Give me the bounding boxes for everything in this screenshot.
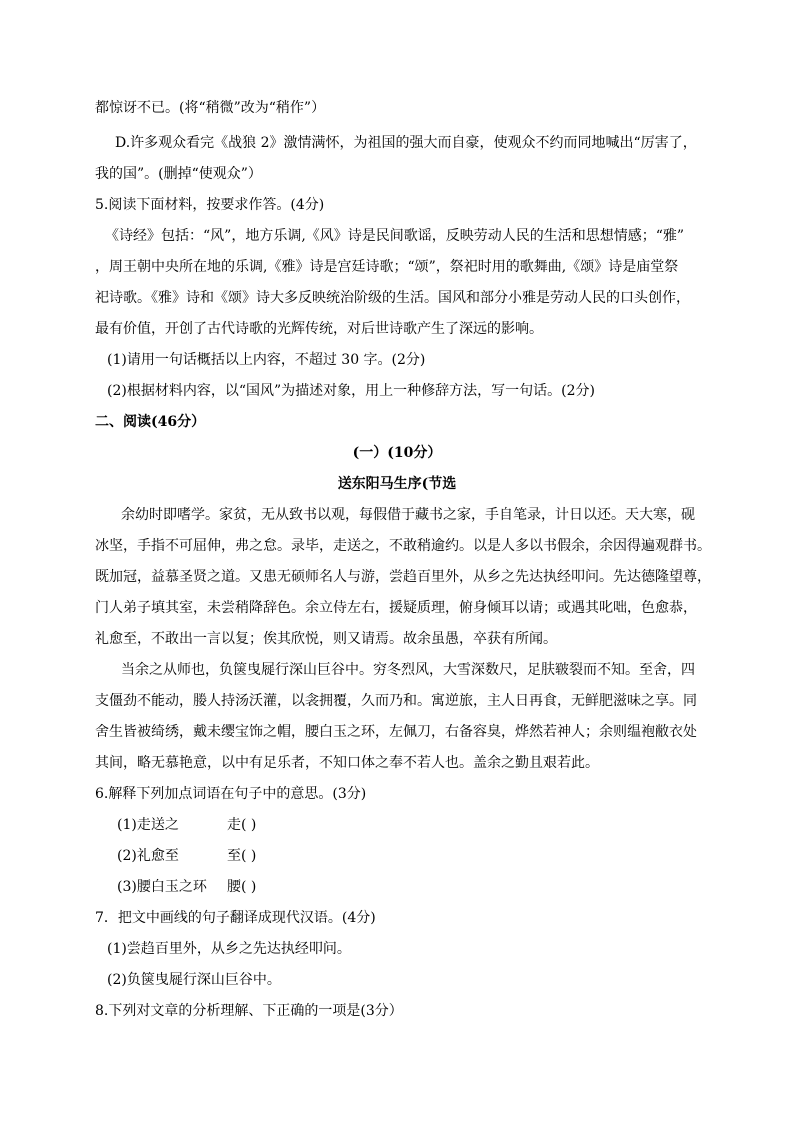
article-para2-line2: 支僵劲不能动，媵人持汤沃灌，以衾拥覆，久而乃和。寓逆旅，主人日再食，无鲜肥滋味之享。同 bbox=[95, 693, 697, 709]
article-para1-line1: 余幼时即嗜学。家贫，无从致书以观，每假借于藏书之家，手自笔录，计日以还。天大寒，砚 bbox=[121, 507, 695, 523]
article-para2-line3: 舍生皆被绮绣，戴未缨宝饰之帽，腰白玉之环，左佩刀，右备容臭，烨然若神人；余则缊袍敝衣处 bbox=[95, 724, 697, 740]
q8-heading: 8.下列对文章的分析理解、下正确的一项是(3分） bbox=[95, 1003, 403, 1019]
q7-sub1: (1)尝趋百里外，从乡之先达执经叩问。 bbox=[107, 941, 351, 957]
article-para1-line4: 门人弟子填其室，未尝稍降辞色。余立侍左右，援疑质理，俯身倾耳以请；或遇其叱咄，色愈恭， bbox=[95, 600, 697, 616]
q5-heading: 5.阅读下面材料，按要求作答。(4分) bbox=[95, 197, 325, 213]
q6-item1-blank: 走( ) bbox=[227, 817, 257, 833]
q6-item3-phrase: (3)腰白玉之环 bbox=[117, 879, 207, 895]
article-para1-line3: 既加冠，益慕圣贤之道。又患无硕师名人与游，尝趋百里外，从乡之先达执经叩问。先达德隆望尊， bbox=[95, 569, 711, 585]
q5-material-line4: 最有价值，开创了古代诗歌的光辉传统，对后世诗歌产生了深远的影响。 bbox=[95, 321, 543, 337]
q5-material-line3: 祀诗歌。《雅》诗和《颂》诗大多反映统治阶级的生活。国风和部分小雅是劳动人民的口头创作， bbox=[95, 290, 690, 306]
article-para1-line5: 礼愈至，不敢出一言以复；俟其欣悦，则又请焉。故余虽愚，卒获有所闻。 bbox=[95, 631, 557, 647]
q5-sub1: (1)请用一句话概括以上内容，不超过 30 字。(2分) bbox=[107, 352, 426, 368]
q7-heading: 7．把文中画线的句子翻译成现代汉语。(4分) bbox=[95, 910, 376, 926]
q6-item3-blank: 腰( ) bbox=[227, 879, 257, 895]
article-title: 送东阳马生序(节选 bbox=[337, 476, 457, 492]
q5-sub2: (2)根据材料内容，以“国风”为描述对象，用上一种修辞方法，写一句话。(2分) bbox=[107, 383, 595, 399]
q5-material-line2: ，周王朝中央所在地的乐调,《雅》诗是宫廷诗歌；“颂”，祭祀时用的歌舞曲,《颂》诗是庙堂祭 bbox=[95, 259, 679, 275]
q7-sub2: (2)负箧曳屣行深山巨谷中。 bbox=[107, 972, 281, 988]
q6-item2-phrase: (2)礼愈至 bbox=[117, 848, 179, 864]
q6-heading: 6.解释下列加点词语在句子中的意思。(3分) bbox=[95, 786, 367, 802]
article-para2-line1: 当余之从师也，负箧曳屣行深山巨谷中。穷冬烈风，大雪深数尺，足肤皲裂而不知。至舍，四 bbox=[121, 662, 695, 678]
q4-option-d-line1: D.许多观众看完《战狼 2》激情满怀，为祖国的强大而自豪，使观众不约而同地喊出“厉害了， bbox=[115, 135, 697, 151]
q5-material-line1: 《诗经》包括：“风”，地方乐调,《风》诗是民间歌谣，反映劳动人民的生活和思想情感；“雅” bbox=[105, 228, 685, 244]
section2-part1-heading: (一）(10分） bbox=[352, 445, 442, 461]
q6-item1-phrase: (1)走送之 bbox=[117, 817, 179, 833]
q4-option-d-line2: 我的国”。(删掉“使观众”） bbox=[95, 166, 262, 182]
q4-option-c-tail: 都惊讶不已。(将“稍微”改为“稍作”） bbox=[95, 100, 326, 116]
article-para1-line2: 冰坚，手指不可屈伸，弗之怠。录毕，走送之，不敢稍逾约。以是人多以书假余，余因得遍观群书。 bbox=[95, 538, 711, 554]
q6-item2-blank: 至( ) bbox=[227, 848, 257, 864]
article-para2-line4: 其间，略无慕艳意，以中有足乐者，不知口体之奉不若人也。盖余之勤且艰若此。 bbox=[95, 755, 599, 771]
section2-heading: 二、阅读(46分） bbox=[95, 414, 206, 430]
